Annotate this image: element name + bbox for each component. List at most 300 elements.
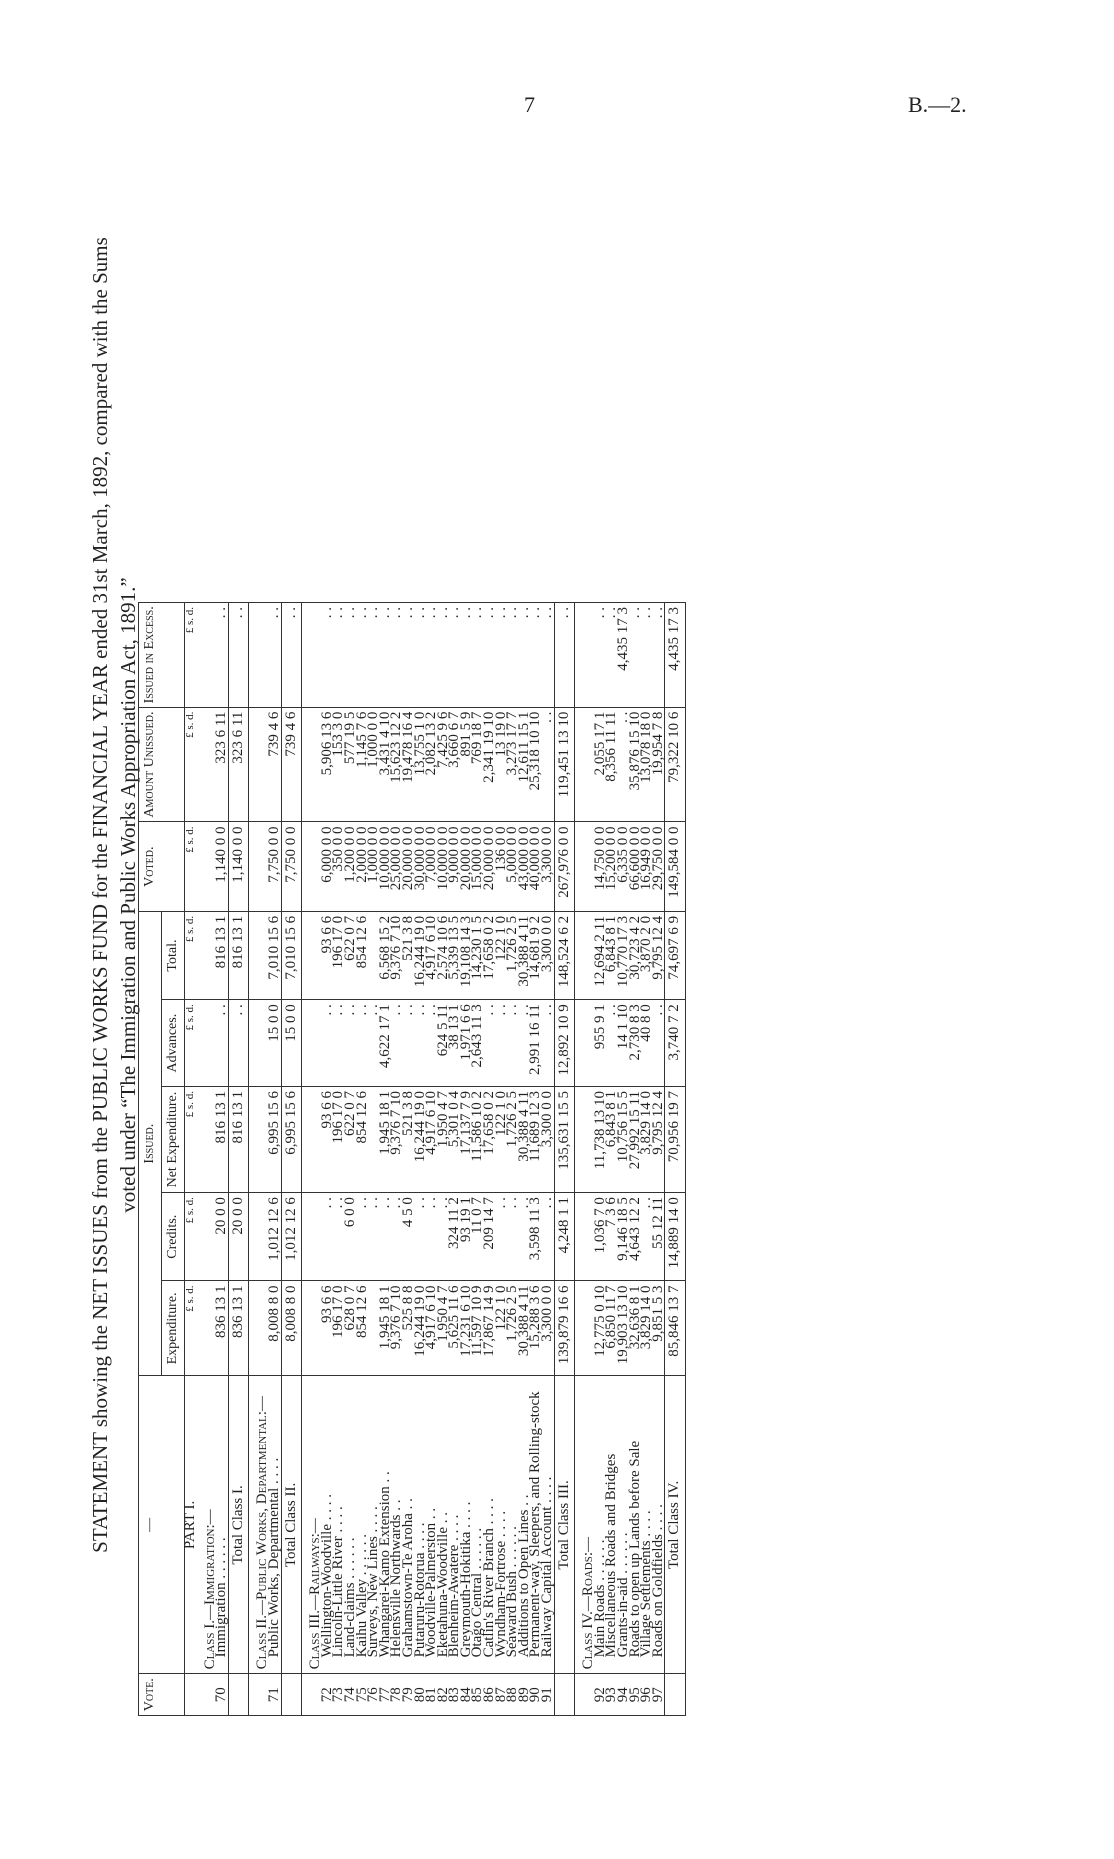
net-value: 622 0 7 [345, 1087, 357, 1193]
spacer-cell [575, 911, 584, 999]
vote-cell [228, 1674, 249, 1716]
expenditure-value: 17,231 6 10 [461, 1281, 473, 1376]
part-label: PART I. [185, 1376, 197, 1674]
credits-value: . . [542, 1193, 554, 1281]
credits-value: . . [380, 1193, 392, 1281]
total-value: 521 3 8 [403, 911, 415, 999]
voted-value: 136 0 0 [496, 822, 508, 911]
unissued-value: 1,000 0 0 [368, 707, 380, 822]
spacer-cell [197, 911, 205, 999]
credits-value: . . [391, 1193, 403, 1281]
unissued-value: 577 19 5 [345, 707, 357, 822]
advances-value: . . [403, 1000, 415, 1087]
total-value: 9,376 7 10 [391, 911, 403, 999]
excess-value: . . [606, 603, 618, 708]
voted-value: 7,000 0 0 [426, 822, 438, 911]
statement-table-wrapper [138, 602, 686, 1716]
voted-value: 1,140 0 0 [216, 822, 228, 911]
advances-value: 2,730 8 3 [630, 1000, 642, 1087]
spacer-cell [302, 1087, 311, 1193]
spacer-cell [249, 1000, 258, 1087]
excess-value: . . [641, 603, 653, 708]
col-issued: Issued. [139, 911, 162, 1376]
vote-number: 96 [641, 1674, 653, 1716]
spacer-cell [249, 1281, 258, 1376]
expenditure-value: 19,903 13 10 [618, 1281, 630, 1376]
total-value: 14,681 9 2 [530, 911, 542, 999]
col-total: Total. [162, 911, 185, 999]
total-value: 93 6 6 [322, 911, 334, 999]
credits-value: 20 0 0 [216, 1193, 228, 1281]
advances-value: 38 13 1 [449, 1000, 461, 1087]
total-total: 74,697 6 9 [665, 911, 686, 999]
unissued-value: 15,623 12 2 [391, 707, 403, 822]
credits-value: 1,012 12 6 [269, 1193, 281, 1281]
net-value: 9,376 7 10 [391, 1087, 403, 1193]
advances-value: 15 0 0 [269, 1000, 281, 1087]
statement-title [86, 70, 142, 1720]
vote-number: 91 [542, 1674, 554, 1716]
spacer-cell [575, 1281, 584, 1376]
expenditure-value: 30,388 4 11 [519, 1281, 531, 1376]
advances-value: . . [426, 1000, 438, 1087]
total-value: 16,244 19 0 [415, 911, 427, 999]
item-description: Roads to open up Lands before Sale [630, 1376, 642, 1674]
advances-value: . . [519, 1000, 531, 1087]
total-value: 854 12 6 [357, 911, 369, 999]
total-value: 14,230 1 5 [472, 911, 484, 999]
unissued-value: 5,906 13 6 [322, 707, 334, 822]
total-value: 3,300 0 0 [542, 911, 554, 999]
unissued-value: 3,273 17 7 [507, 707, 519, 822]
expenditure-total: 8,008 8 0 [281, 1281, 302, 1376]
unissued-value: 7,425 9 6 [438, 707, 450, 822]
spacer-cell [575, 1674, 584, 1716]
excess-value: . . [426, 603, 438, 708]
col-expenditure: Expenditure. [162, 1281, 185, 1376]
advances-value: 955 9 1 [595, 1000, 607, 1087]
col-issued-in-excess: Issued in Excess. [139, 603, 185, 708]
class-total-row [281, 603, 302, 1716]
item-description: Grants-in-aid . . . . . . [618, 1376, 630, 1674]
voted-value: 66,600 0 0 [630, 822, 642, 911]
credits-value: . . [426, 1193, 438, 1281]
voted-total: 149,584 0 0 [665, 822, 686, 911]
class-total-label: Total Class IV. [665, 1376, 686, 1674]
vote-number: 82 [438, 1674, 450, 1716]
expenditure-value: 854 12 6 [357, 1281, 369, 1376]
excess-value: . . [630, 603, 642, 708]
expenditure-value: 9,376 7 10 [391, 1281, 403, 1376]
lsd-label: £ s. d. [185, 603, 197, 708]
item-description: Otago Central . . . . . . [472, 1376, 484, 1674]
lsd-label: £ s. d. [185, 707, 197, 822]
advances-value: 14 1 10 [618, 1000, 630, 1087]
vote-number: 95 [630, 1674, 642, 1716]
advances-total: 12,892 10 9 [554, 1000, 575, 1087]
total-value: 3,870 2 0 [641, 911, 653, 999]
spacer-cell [302, 911, 311, 999]
col-advances: Advances. [162, 1000, 185, 1087]
vote-number: 89 [519, 1674, 531, 1716]
excess-value: . . [357, 603, 369, 708]
net-value: 1,950 4 7 [438, 1087, 450, 1193]
net-total: 70,956 19 7 [665, 1087, 686, 1193]
voted-total: 267,976 0 0 [554, 822, 575, 911]
total-value: 2,574 10 6 [438, 911, 450, 999]
item-description: Roads on Goldfields . . . . [653, 1376, 665, 1674]
expenditure-value: 122 1 0 [496, 1281, 508, 1376]
net-total: 6,995 15 6 [281, 1087, 302, 1193]
item-description: Railway Capital Account . . . . [542, 1376, 554, 1674]
net-value: 521 3 8 [403, 1087, 415, 1193]
unissued-value: 891 5 9 [461, 707, 473, 822]
advances-value: . . [496, 1000, 508, 1087]
excess-value: . . [595, 603, 607, 708]
advances-value: . . [415, 1000, 427, 1087]
vote-number: 76 [368, 1674, 380, 1716]
unissued-value: . . [542, 707, 554, 822]
vote-number: 86 [484, 1674, 496, 1716]
net-value: 30,388 4 11 [519, 1087, 531, 1193]
expenditure-value: 1,726 2 5 [507, 1281, 519, 1376]
total-total: 816 13 1 [228, 911, 249, 999]
excess-value: . . [496, 603, 508, 708]
credits-value: 324 11 2 [449, 1193, 461, 1281]
col-vote: Vote. [139, 1674, 185, 1716]
advances-value: . . [542, 1000, 554, 1087]
net-value: 93 6 6 [322, 1087, 334, 1193]
expenditure-value: 12,775 0 10 [595, 1281, 607, 1376]
spacer-cell [302, 822, 311, 911]
expenditure-value: 525 8 8 [403, 1281, 415, 1376]
spacer-cell [302, 1281, 311, 1376]
lsd-label: £ s. d. [185, 1193, 197, 1281]
credits-value: 93 19 1 [461, 1193, 473, 1281]
vote-cell [665, 1674, 686, 1716]
vote-number: 73 [333, 1674, 345, 1716]
expenditure-value: 16,244 19 0 [415, 1281, 427, 1376]
empty-cell [257, 603, 269, 708]
col-voted: Voted. [139, 822, 185, 911]
net-value: 3,829 14 0 [641, 1087, 653, 1193]
advances-value: . . [507, 1000, 519, 1087]
advances-value: 40 8 0 [641, 1000, 653, 1087]
credits-value: 1,036 7 0 [595, 1193, 607, 1281]
spacer-cell [197, 1193, 205, 1281]
total-value: 7,010 15 6 [269, 911, 281, 999]
net-value: 17,137 7 9 [461, 1087, 473, 1193]
vote-number: 97 [653, 1674, 665, 1716]
total-value: 196 17 0 [333, 911, 345, 999]
excess-value: . . [438, 603, 450, 708]
expenditure-value: 11,597 10 9 [472, 1281, 484, 1376]
unissued-value: 19,954 7 8 [653, 707, 665, 822]
credits-value: . . [333, 1193, 345, 1281]
voted-value: 6,000 0 0 [322, 822, 334, 911]
excess-value: . . [403, 603, 415, 708]
net-value: 11,738 13 10 [595, 1087, 607, 1193]
excess-value: . . [391, 603, 403, 708]
credits-value: 55 12 11 [653, 1193, 665, 1281]
advances-total: . . [228, 1000, 249, 1087]
excess-total: 4,435 17 3 [665, 603, 686, 708]
unissued-value: 12,611 15 1 [519, 707, 531, 822]
excess-value: . . [461, 603, 473, 708]
unissued-value: 3,431 4 10 [380, 707, 392, 822]
credits-value: . . [519, 1193, 531, 1281]
empty-cell [310, 603, 322, 708]
net-value: 5,301 0 4 [449, 1087, 461, 1193]
net-total: 135,631 15 5 [554, 1087, 575, 1193]
vote-number: 90 [530, 1674, 542, 1716]
spacer-cell [197, 707, 205, 822]
expenditure-total: 85,846 13 7 [665, 1281, 686, 1376]
total-value: 17,658 0 2 [484, 911, 496, 999]
lsd-label: £ s. d. [185, 911, 197, 999]
net-value: 3,300 0 0 [542, 1087, 554, 1193]
vote-number: 84 [461, 1674, 473, 1716]
voted-value: 20,000 0 0 [484, 822, 496, 911]
net-value: 11,689 12 3 [530, 1087, 542, 1193]
voted-value: 3,300 0 0 [542, 822, 554, 911]
credits-value: . . [438, 1193, 450, 1281]
item-description: Surveys, New Lines . . . . [368, 1376, 380, 1674]
class-total-label: Total Class III. [554, 1376, 575, 1674]
unissued-value: . . [618, 707, 630, 822]
net-value: 16,244 19 0 [415, 1087, 427, 1193]
credits-total: 4,248 1 1 [554, 1193, 575, 1281]
unissued-value: 2,082 13 2 [426, 707, 438, 822]
expenditure-value: 15,288 3 6 [530, 1281, 542, 1376]
credits-value: 209 14 7 [484, 1193, 496, 1281]
net-value: 6,995 15 6 [269, 1087, 281, 1193]
advances-value: . . [391, 1000, 403, 1087]
vote-number: 94 [618, 1674, 630, 1716]
spacer-cell [575, 1193, 584, 1281]
excess-value: . . [415, 603, 427, 708]
unissued-value: 13 19 0 [496, 707, 508, 822]
vote-number: 79 [403, 1674, 415, 1716]
spacer-cell [197, 1000, 205, 1087]
credits-value: 4 5 0 [403, 1193, 415, 1281]
unissued-value: 13,078 18 0 [641, 707, 653, 822]
voted-value: 1,200 0 0 [345, 822, 357, 911]
voted-value: 43,000 0 0 [519, 822, 531, 911]
net-value: 10,756 15 5 [618, 1087, 630, 1193]
lsd-label: £ s. d. [185, 822, 197, 911]
item-description: Miscellaneous Roads and Bridges [606, 1376, 618, 1674]
unissued-value: 2,341 19 10 [484, 707, 496, 822]
spacer-cell [197, 1281, 205, 1376]
spacer-cell [249, 707, 258, 822]
spacer-cell [302, 707, 311, 822]
vote-number: 72 [322, 1674, 334, 1716]
credits-value: 3,598 11 3 [530, 1193, 542, 1281]
voted-value: 5,000 0 0 [507, 822, 519, 911]
excess-value: . . [472, 603, 484, 708]
voted-value: 16,949 0 0 [641, 822, 653, 911]
voted-value: 9,000 0 0 [449, 822, 461, 911]
excess-total: . . [228, 603, 249, 708]
table-row [216, 603, 228, 1716]
item-description: Immigration . . . . . . [216, 1376, 228, 1674]
table-row [542, 603, 554, 1716]
voted-value: 20,000 0 0 [403, 822, 415, 911]
advances-value: . . [333, 1000, 345, 1087]
credits-value: . . [322, 1193, 334, 1281]
unissued-total: 79,322 10 6 [665, 707, 686, 822]
unissued-value: 323 6 11 [216, 707, 228, 822]
item-description: Village Settlements . . . . [641, 1376, 653, 1674]
expenditure-total: 139,879 16 6 [554, 1281, 575, 1376]
excess-value: . . [519, 603, 531, 708]
advances-value: . . [216, 1000, 228, 1087]
credits-value: 4,643 12 2 [630, 1193, 642, 1281]
expenditure-value: 3,300 0 0 [542, 1281, 554, 1376]
spacer-cell [197, 1087, 205, 1193]
vote-number: 78 [391, 1674, 403, 1716]
expenditure-value: 6,850 11 7 [606, 1281, 618, 1376]
spacer-cell [249, 1087, 258, 1193]
class-heading: Class IV.—Roads:— [583, 1376, 595, 1674]
col-amount-unissued: Amount Unissued. [139, 707, 185, 822]
total-value: 5,339 13 5 [449, 911, 461, 999]
lsd-row [185, 603, 197, 1716]
advances-value: . . [368, 1000, 380, 1087]
expenditure-value: 628 0 7 [345, 1281, 357, 1376]
spacer-cell [249, 1674, 258, 1716]
net-total: 816 13 1 [228, 1087, 249, 1193]
expenditure-value: 4,917 6 10 [426, 1281, 438, 1376]
unissued-total: 323 6 11 [228, 707, 249, 822]
spacer-cell [249, 911, 258, 999]
col-net-expenditure: Net Expenditure. [162, 1087, 185, 1193]
unissued-total: 739 4 6 [281, 707, 302, 822]
credits-value: . . [641, 1193, 653, 1281]
voted-total: 7,750 0 0 [281, 822, 302, 911]
voted-value: 6,335 0 0 [618, 822, 630, 911]
voted-value: 20,000 0 0 [461, 822, 473, 911]
credits-value: . . [496, 1193, 508, 1281]
advances-value: . . [484, 1000, 496, 1087]
total-value: 6,568 15 2 [380, 911, 392, 999]
voted-value: 40,000 0 0 [530, 822, 542, 911]
unissued-value: 3,660 6 7 [449, 707, 461, 822]
item-description: Grahamstown-Te Aroha . . [403, 1376, 415, 1674]
voted-total: 1,140 0 0 [228, 822, 249, 911]
vote-number: 81 [426, 1674, 438, 1716]
advances-value: . . [606, 1000, 618, 1087]
spacer-cell [575, 1087, 584, 1193]
lsd-label: £ s. d. [185, 1000, 197, 1087]
expenditure-value: 32,636 8 1 [630, 1281, 642, 1376]
spacer-cell [302, 603, 311, 708]
excess-value: . . [542, 603, 554, 708]
expenditure-value: 17,867 14 9 [484, 1281, 496, 1376]
table-row [653, 603, 665, 1716]
advances-value: . . [653, 1000, 665, 1087]
net-value: 854 12 6 [357, 1087, 369, 1193]
vote-number: 74 [345, 1674, 357, 1716]
vote-number: 70 [216, 1674, 228, 1716]
voted-value: 2,000 0 0 [357, 822, 369, 911]
unissued-value: 739 4 6 [269, 707, 281, 822]
class-total-label: Total Class II. [281, 1376, 302, 1674]
net-value: 4,917 6 10 [426, 1087, 438, 1193]
voted-value: 15,200 0 0 [606, 822, 618, 911]
expenditure-value: 1,945 18 1 [380, 1281, 392, 1376]
total-value: 30,723 4 2 [630, 911, 642, 999]
expenditure-value: 5,625 11 6 [449, 1281, 461, 1376]
excess-value: . . [449, 603, 461, 708]
expenditure-value: 9,851 5 3 [653, 1281, 665, 1376]
item-description: Wyndham-Fortrose . . . . [496, 1376, 508, 1674]
voted-value: 1,000 0 0 [368, 822, 380, 911]
advances-value: . . [322, 1000, 334, 1087]
vote-number: 77 [380, 1674, 392, 1716]
item-description: Additions to Open Lines . . [519, 1376, 531, 1674]
voted-value: 7,750 0 0 [269, 822, 281, 911]
class-heading: Class III.—Railways:— [310, 1376, 322, 1674]
total-value: 4,917 6 10 [426, 911, 438, 999]
unissued-value: 769 18 7 [472, 707, 484, 822]
total-value: 12,694 2 11 [595, 911, 607, 999]
net-value: 1,726 2 5 [507, 1087, 519, 1193]
item-description: Wellington-Woodville . . . . [322, 1376, 334, 1674]
credits-value: . . [415, 1193, 427, 1281]
advances-total: 3,740 7 2 [665, 1000, 686, 1087]
spacer-cell [575, 1000, 584, 1087]
total-value: 122 1 0 [496, 911, 508, 999]
excess-total: . . [281, 603, 302, 708]
vote-cell [281, 1674, 302, 1716]
credits-value: 11 0 7 [472, 1193, 484, 1281]
table-body [182, 603, 686, 1716]
unissued-total: 119,451 13 10 [554, 707, 575, 822]
net-value: 196 17 0 [333, 1087, 345, 1193]
excess-value: . . [380, 603, 392, 708]
excess-value: . . [322, 603, 334, 708]
title-line-2: voted under “The Immigration and Public Works Appropriation Act, 1891.” [116, 577, 140, 1213]
vote-number: 80 [415, 1674, 427, 1716]
credits-value: . . [507, 1193, 519, 1281]
vote-number: 83 [449, 1674, 461, 1716]
spacer-cell [575, 822, 584, 911]
item-description: Kaihu Valley . . . . . . [357, 1376, 369, 1674]
net-value: 9,795 12 4 [653, 1087, 665, 1193]
class-total-row [665, 603, 686, 1716]
total-value: 6,843 8 1 [606, 911, 618, 999]
item-description: Putaruru-Rotorua . . . . [415, 1376, 427, 1674]
credits-total: 20 0 0 [228, 1193, 249, 1281]
item-description: Permanent-way, Sleepers, and Rolling-stock [530, 1376, 542, 1674]
item-description: Catlin's River Branch . . . . [484, 1376, 496, 1674]
total-value: 816 13 1 [216, 911, 228, 999]
item-description: Whangarei-Kamo Extension . . [380, 1376, 392, 1674]
col-description: — [139, 1376, 185, 1674]
empty-cell [583, 603, 595, 708]
excess-value: . . [653, 603, 665, 708]
advances-value: . . [357, 1000, 369, 1087]
unissued-value: 2,055 17 1 [595, 707, 607, 822]
total-total: 148,524 6 2 [554, 911, 575, 999]
vote-number: 88 [507, 1674, 519, 1716]
excess-value: . . [507, 603, 519, 708]
advances-value: 2,643 11 3 [472, 1000, 484, 1087]
vote-number: 93 [606, 1674, 618, 1716]
vote-number: 85 [472, 1674, 484, 1716]
